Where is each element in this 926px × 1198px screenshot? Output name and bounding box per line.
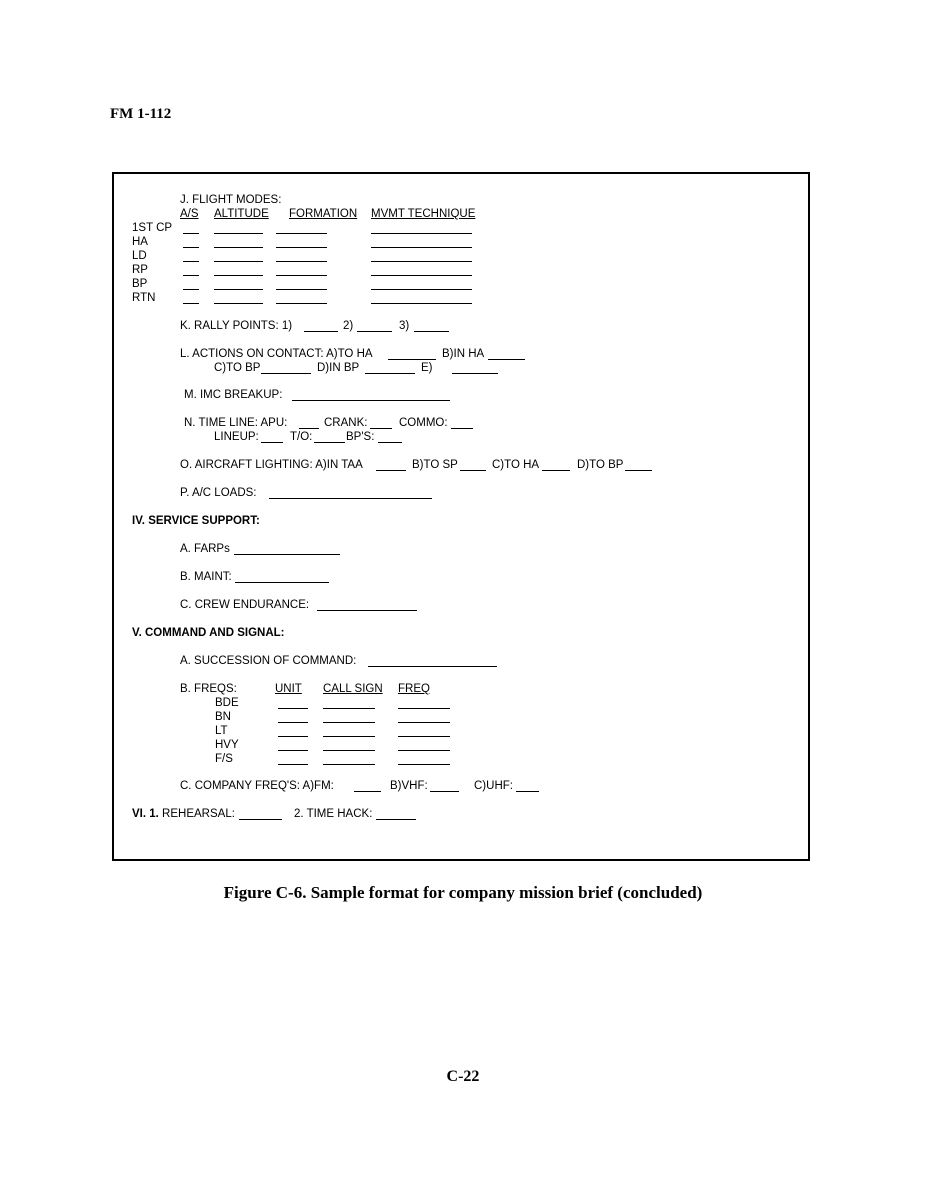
blank-ld-as[interactable]: [183, 261, 199, 262]
freqs-label: B. FREQS:: [180, 683, 237, 695]
blank-bde-unit[interactable]: [278, 708, 308, 709]
blank-rp-mvmt[interactable]: [371, 275, 472, 276]
col-call-sign: CALL SIGN: [323, 683, 383, 695]
rally-3-label: 3): [399, 320, 410, 332]
actions-c-label: C)TO BP: [214, 362, 261, 374]
mission-brief-form: [112, 172, 810, 861]
row-label-1st-cp: 1ST CP: [132, 222, 173, 234]
blank-bp-as[interactable]: [183, 289, 199, 290]
blank-ha-altitude[interactable]: [214, 247, 263, 248]
blank-ha-mvmt[interactable]: [371, 247, 472, 248]
blank-1st-cp-mvmt[interactable]: [371, 233, 472, 234]
row-label-rtn: RTN: [132, 292, 156, 304]
freq-row-lt: LT: [215, 725, 228, 737]
ac-loads-label: P. A/C LOADS:: [180, 487, 257, 499]
col-mvmt-technique: MVMT TECHNIQUE: [371, 208, 476, 220]
blank-rehearsal[interactable]: [239, 819, 282, 820]
row-label-bp: BP: [132, 278, 148, 290]
blank-to-bp[interactable]: [261, 373, 311, 374]
actions-e-label: E): [421, 362, 433, 374]
actions-d-label: D)IN BP: [317, 362, 360, 374]
freq-row-fs: F/S: [215, 753, 233, 765]
blank-rtn-altitude[interactable]: [214, 303, 263, 304]
blank-ac-loads[interactable]: [269, 498, 432, 499]
blank-hvy-call-sign[interactable]: [323, 750, 375, 751]
vhf-label: B)VHF:: [390, 780, 428, 792]
imc-breakup-label: M. IMC BREAKUP:: [184, 389, 283, 401]
blank-rp-formation[interactable]: [276, 275, 327, 276]
col-unit: UNIT: [275, 683, 302, 695]
page-number: C-22: [446, 1068, 480, 1085]
figure-caption: Figure C-6. Sample format for company mission brief (concluded): [223, 883, 703, 902]
command-signal-heading: V. COMMAND AND SIGNAL:: [132, 627, 285, 639]
freq-row-bde: BDE: [215, 697, 239, 709]
blank-vhf[interactable]: [430, 791, 459, 792]
crank-label: CRANK:: [324, 417, 368, 429]
crew-endurance-label: C. CREW ENDURANCE:: [180, 599, 310, 611]
blank-bp-formation[interactable]: [276, 289, 327, 290]
service-support-heading: IV. SERVICE SUPPORT:: [132, 515, 260, 527]
blank-fs-unit[interactable]: [278, 764, 308, 765]
blank-fs-freq[interactable]: [398, 764, 450, 765]
aircraft-lighting-label: O. AIRCRAFT LIGHTING: A)IN TAA: [180, 459, 363, 471]
maint-label: B. MAINT:: [180, 571, 232, 583]
blank-e[interactable]: [452, 373, 498, 374]
col-formation: FORMATION: [289, 208, 358, 220]
blank-lt-unit[interactable]: [278, 736, 308, 737]
rehearsal-label: REHEARSAL:: [158, 808, 235, 820]
blank-fm[interactable]: [354, 791, 381, 792]
commo-label: COMMO:: [399, 417, 448, 429]
blank-bde-freq[interactable]: [398, 708, 450, 709]
blank-to-bp-lighting[interactable]: [625, 470, 652, 471]
blank-1st-cp-formation[interactable]: [276, 233, 327, 234]
section-vi-prefix: VI. 1.: [132, 808, 159, 820]
blank-imc-breakup[interactable]: [292, 400, 450, 401]
blank-rally-3[interactable]: [414, 331, 449, 332]
blank-maint[interactable]: [235, 582, 329, 583]
blank-bp-altitude[interactable]: [214, 289, 263, 290]
actions-b-label: B)IN HA: [442, 348, 485, 360]
blank-ld-mvmt[interactable]: [371, 261, 472, 262]
time-hack-label: 2. TIME HACK:: [294, 808, 373, 820]
blank-rtn-as[interactable]: [183, 303, 199, 304]
col-freq: FREQ: [398, 683, 430, 695]
blank-bde-call-sign[interactable]: [323, 708, 375, 709]
row-label-rp: RP: [132, 264, 148, 276]
blank-time-hack[interactable]: [376, 819, 416, 820]
blank-crew-endurance[interactable]: [317, 610, 417, 611]
blank-to-ha-lighting[interactable]: [542, 470, 570, 471]
blank-fs-call-sign[interactable]: [323, 764, 375, 765]
blank-bps[interactable]: [378, 442, 402, 443]
blank-ha-as[interactable]: [183, 247, 199, 248]
freq-row-hvy: HVY: [215, 739, 239, 751]
blank-rp-as[interactable]: [183, 275, 199, 276]
rally-2-label: 2): [343, 320, 354, 332]
blank-rp-altitude[interactable]: [214, 275, 263, 276]
blank-uhf[interactable]: [516, 791, 539, 792]
row-label-ld: LD: [132, 250, 147, 262]
uhf-label: C)UHF:: [474, 780, 513, 792]
lighting-b-label: B)TO SP: [412, 459, 458, 471]
blank-rtn-formation[interactable]: [276, 303, 327, 304]
blank-lineup[interactable]: [261, 442, 283, 443]
rally-points-label: K. RALLY POINTS: 1): [180, 320, 293, 332]
flight-modes-title: J. FLIGHT MODES:: [180, 194, 282, 206]
blank-succession[interactable]: [368, 666, 497, 667]
blank-hvy-unit[interactable]: [278, 750, 308, 751]
blank-ld-formation[interactable]: [276, 261, 327, 262]
col-altitude: ALTITUDE: [214, 208, 269, 220]
blank-rally-2[interactable]: [357, 331, 392, 332]
blank-in-ha[interactable]: [488, 359, 525, 360]
blank-rtn-mvmt[interactable]: [371, 303, 472, 304]
blank-to-sp[interactable]: [460, 470, 486, 471]
blank-bp-mvmt[interactable]: [371, 289, 472, 290]
blank-apu[interactable]: [299, 428, 319, 429]
blank-bn-freq[interactable]: [398, 722, 450, 723]
blank-rally-1[interactable]: [304, 331, 338, 332]
blank-to[interactable]: [314, 442, 345, 443]
blank-bn-unit[interactable]: [278, 722, 308, 723]
blank-ld-altitude[interactable]: [214, 261, 263, 262]
to-label: T/O:: [290, 431, 313, 443]
blank-lt-freq[interactable]: [398, 736, 450, 737]
blank-commo[interactable]: [451, 428, 473, 429]
company-freqs-label: C. COMPANY FREQ'S: A)FM:: [180, 780, 334, 792]
section-vi: [132, 808, 235, 821]
blank-bn-call-sign[interactable]: [323, 722, 375, 723]
blank-crank[interactable]: [370, 428, 392, 429]
col-as: A/S: [180, 208, 199, 220]
lineup-label: LINEUP:: [214, 431, 259, 443]
actions-on-contact-label: L. ACTIONS ON CONTACT: A)TO HA: [180, 348, 373, 360]
blank-to-ha[interactable]: [388, 359, 436, 360]
row-label-ha: HA: [132, 236, 148, 248]
blank-in-taa[interactable]: [376, 470, 406, 471]
blank-1st-cp-as[interactable]: [183, 233, 199, 234]
lighting-d-label: D)TO BP: [577, 459, 624, 471]
succession-label: A. SUCCESSION OF COMMAND:: [180, 655, 357, 667]
lighting-c-label: C)TO HA: [492, 459, 540, 471]
blank-in-bp[interactable]: [365, 373, 415, 374]
freq-row-bn: BN: [215, 711, 231, 723]
farps-label: A. FARPs: [180, 543, 230, 555]
bps-label: BP'S:: [346, 431, 375, 443]
document-id: FM 1-112: [110, 106, 172, 122]
blank-1st-cp-altitude[interactable]: [214, 233, 263, 234]
blank-lt-call-sign[interactable]: [323, 736, 375, 737]
timeline-label: N. TIME LINE: APU:: [184, 417, 288, 429]
blank-ha-formation[interactable]: [276, 247, 327, 248]
blank-hvy-freq[interactable]: [398, 750, 450, 751]
blank-farps[interactable]: [234, 554, 340, 555]
